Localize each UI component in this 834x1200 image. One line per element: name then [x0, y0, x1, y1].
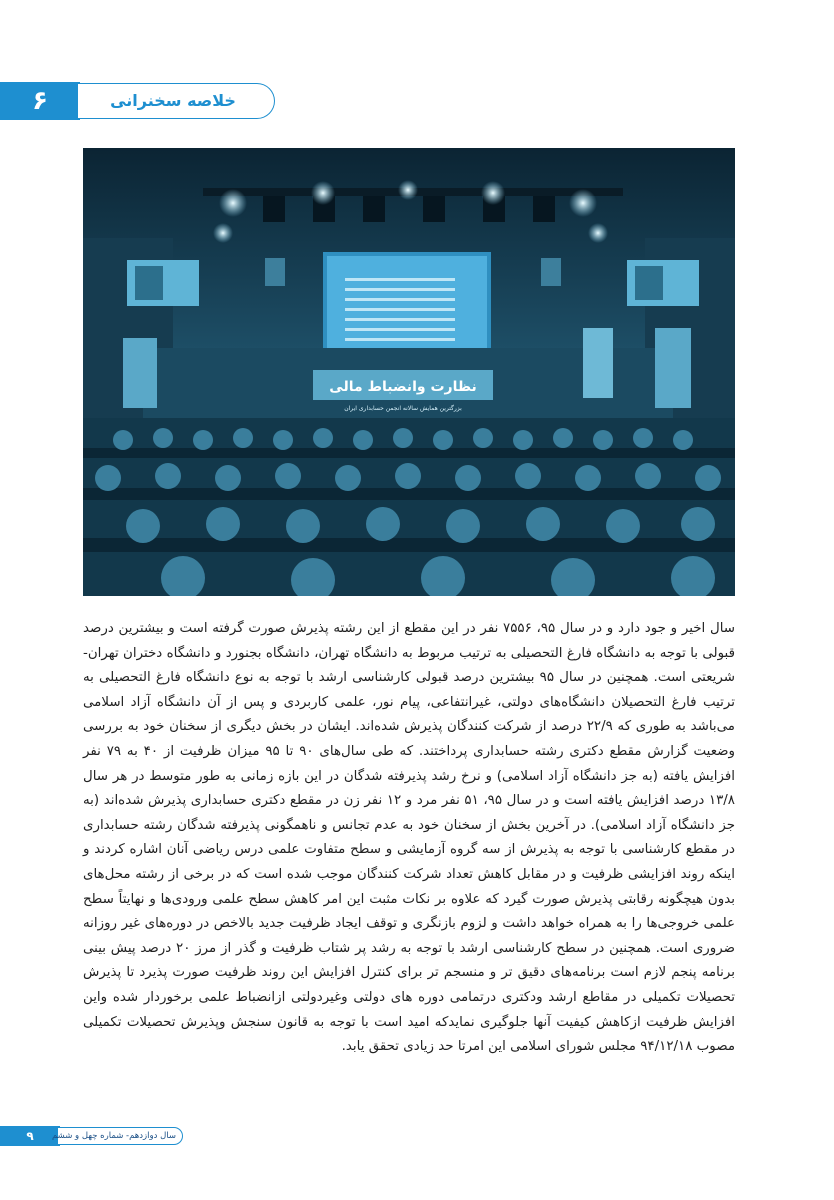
section-title: خلاصه سخنرانی: [110, 91, 236, 110]
conference-photo: [83, 148, 735, 596]
issue-label: سال دوازدهم- شماره چهل و ششم: [51, 1131, 176, 1141]
article-paragraph: سال اخیر و جود دارد و در سال ۹۵، ۷۵۵۶ نفر در این مقطع از این رشته پذیرش صورت گرفته است و بیشترین درصد قبولی با توجه به دانشگاه فارغ التحصیلی به ترتیب مربوط به دانشگاه تهران، دانشگاه بجنورد و دانشگاه دختران تهران- شریعتی است. همچنین در سال ۹۵ بیشترین درصد قبولی کارشناسی ارشد با توجه به نوع دانشگاه فارغ التحصیلی به ترتیب فارغ التحصیلان دانشگاه‌های دولتی، غیرانتفاعی، پیام نور، علمی کاربردی و پس از آن دانشگاه آزاد اسلامی می‌باشد به طوری که ۲۲/۹ درصد از شرکت کنندگان پذیرش شده‌اند. ایشان در بخش دیگری از سخنان خود به بررسی وضعیت گزارش مقطع دکتری رشته حسابداری پرداختند. که طی سال‌های ۹۰ تا ۹۵ میزان ظرفیت از ۴۰ به ۷۹ نفر افزایش یافته (به جز دانشگاه آزاد اسلامی) و نرخ رشد پذیرفته شدگان در این بازه زمانی به طور متوسط در هر سال ۱۳/۸ درصد افزایش یافته است و در سال ۹۵، ۵۱ نفر مرد و ۱۲ نفر زن در مقطع دکتری حسابداری پذیرش شده‌اند (به جز دانشگاه آزاد اسلامی). در آخرین بخش از سخنان خود به عدم تجانس و ناهمگونی پذیرفته شدگان رشته حسابداری در مقطع کارشناسی با توجه به پذیرش از سه گروه آزمایشی و سطح متفاوت علمی درس ریاضی آنان اشاره کردند و اینکه روند افزایشی ظرفیت و در مقابل کاهش تعداد شرکت کنندگان موجب شده است که در برخی از رشته محل‌های بدون هیچگونه رقابتی پذیرش صورت گیرد که علاوه بر نکات مثبت این امر کاهش سطح علمی ورودی‌ها و نهایتاً سطح علمی خروجی‌ها را به همراه خواهد داشت و لزوم بازنگری و توقف ایجاد ظرفیت جدید بالاخص در دوره‌های غیر روزانه ضروری است. همچنین در سطح کارشناسی ارشد با توجه به رشد پر شتاب ظرفیت و گذر از مرز ۲۰ درصد پیش بینی برنامه پنجم لازم است برنامه‌های دقیق تر و منسجم تر برای کنترل افزایش این روند ظرفیت صورت پذیرد تا پذیرش تحصیلات تکمیلی در مقاطع ارشد ودکتری درتمامی دوره های دولتی وغیردولتی ازانضباط علمی برخوردار شده واین افزایش ظرفیت ازکاهش کیفیت آنها جلوگیری نمایدکه امید است با توجه به قانون سنجش وپذیرش تحصیلات تکمیلی مصوب ۹۴/۱۲/۱۸ مجلس شورای اسلامی این امرتا حد زیادی تحقق یابد.: [83, 621, 735, 1055]
section-number: ۶: [32, 86, 48, 116]
page-number: ۹: [26, 1129, 34, 1143]
section-header: [0, 82, 276, 120]
banner-subtext: بزرگترین همایش سالانه انجمن حسابداری ایران: [344, 405, 462, 412]
banner-text: نظارت وانضباط مالی: [329, 379, 477, 395]
page-footer: [0, 1126, 185, 1146]
article-body: [83, 617, 735, 1060]
